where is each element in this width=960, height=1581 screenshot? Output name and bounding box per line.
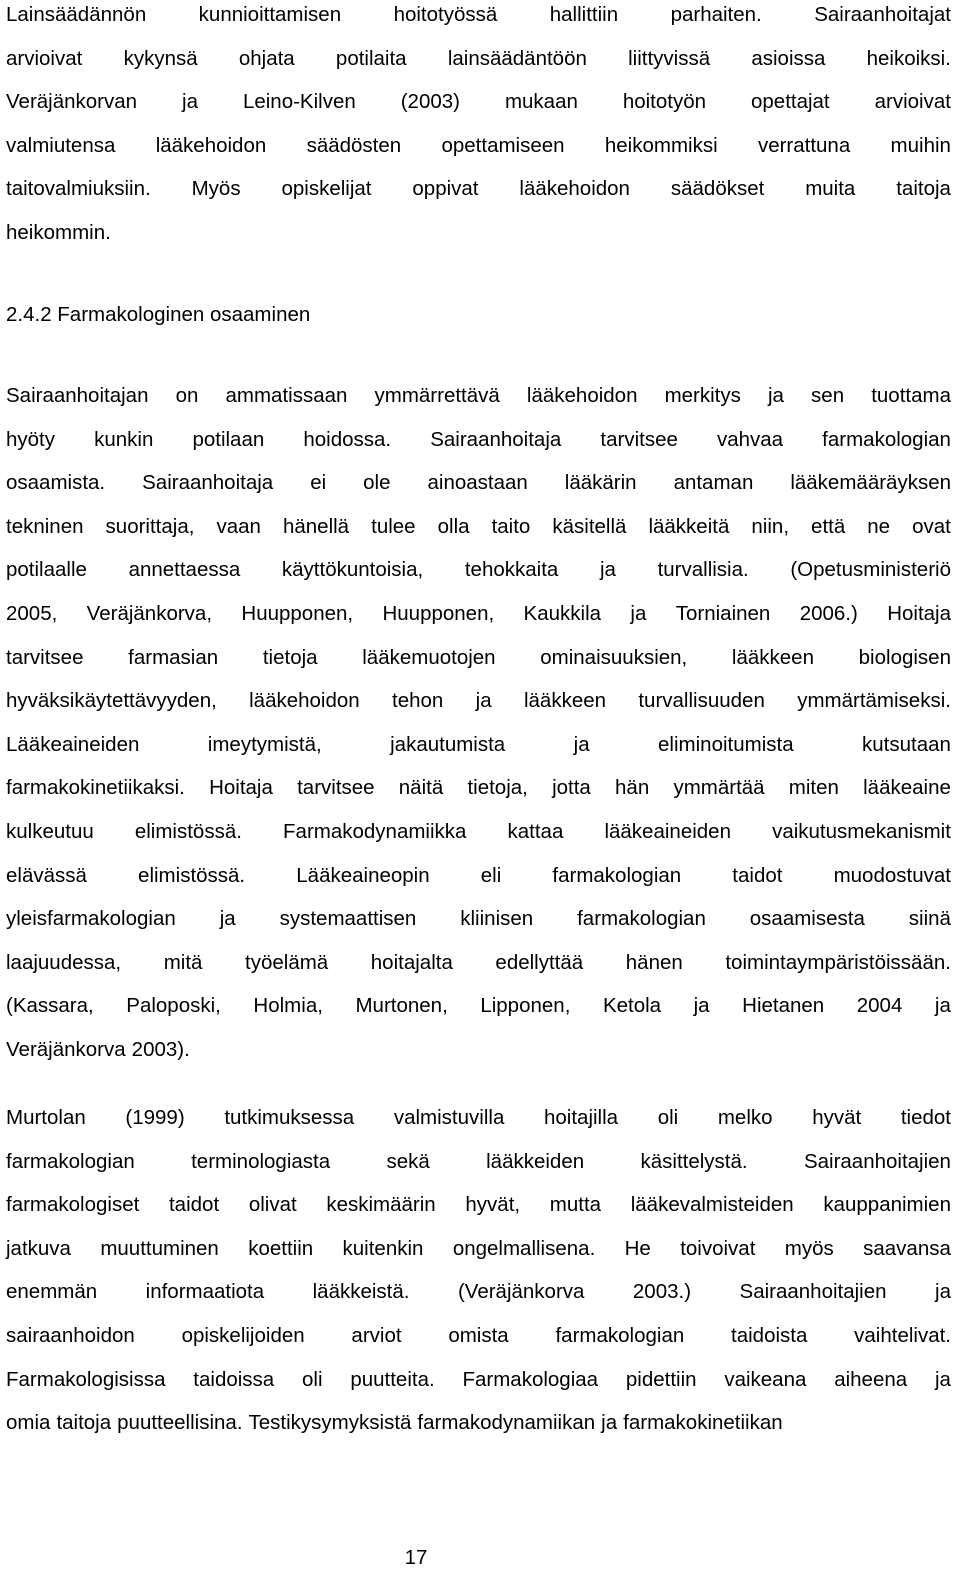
- page-number: 17: [404, 1546, 428, 1569]
- text-line: Lääkeaineiden imeytymistä, jakautumista ja eliminoitumista kutsutaan: [6, 732, 951, 756]
- paragraph-1: [6, 0, 951, 255]
- text-line: farmakologian terminologiasta sekä lääkkeiden käsittelystä. Sairaanhoitajien: [6, 1149, 951, 1173]
- text-line: Lainsäädännön kunnioittamisen hoitotyössä hallittiin parhaiten. Sairaanhoitajat: [6, 3, 951, 26]
- text-line: Murtolan (1999) tutkimuksessa valmistuvilla hoitajilla oli melko hyvät tiedot: [6, 1106, 951, 1129]
- text-line: taitovalmiuksiin. Myös opiskelijat oppivat lääkehoidon säädökset muita taitoja: [6, 177, 951, 201]
- text-line: yleisfarmakologian ja systemaattisen kliinisen farmakologian osaamisesta siinä: [6, 907, 951, 931]
- text-line: elävässä elimistössä. Lääkeaineopin eli farmakologian taidot muodostuvat: [6, 863, 951, 887]
- text-line: Veräjänkorvan ja Leino-Kilven (2003) mukaan hoitotyön opettajat arvioivat: [6, 90, 951, 114]
- paragraph-3: [6, 1096, 951, 1445]
- text-line: Veräjänkorva 2003).: [6, 1037, 190, 1061]
- text-line: farmakologiset taidot olivat keskimäärin hyvät, mutta lääkevalmisteiden kauppanimien: [6, 1193, 951, 1217]
- text-line: jatkuva muuttuminen koettiin kuitenkin ongelmallisena. He toivoivat myös saavansa: [6, 1236, 951, 1260]
- text-line: osaamista. Sairaanhoitaja ei ole ainoastaan lääkärin antaman lääkemääräyksen: [6, 471, 951, 495]
- text-line: farmakokinetiikaksi. Hoitaja tarvitsee näitä tietoja, jotta hän ymmärtää miten lääkeaine: [6, 776, 951, 800]
- text-line: enemmän informaatiota lääkkeistä. (Veräjänkorva 2003.) Sairaanhoitajien ja: [6, 1280, 951, 1304]
- text-line: heikommin.: [6, 220, 111, 244]
- text-line: potilaalle annettaessa käyttökuntoisia, tehokkaita ja turvallisia. (Opetusministeriö: [6, 558, 951, 582]
- text-line: valmiutensa lääkehoidon säädösten opettamiseen heikommiksi verrattuna muihin: [6, 133, 951, 157]
- text-line: 2005, Veräjänkorva, Huupponen, Huupponen, Kaukkila ja Torniainen 2006.) Hoitaja: [6, 601, 951, 625]
- text-line: laajuudessa, mitä työelämä hoitajalta edellyttää hänen toimintaympäristöissään.: [6, 950, 951, 974]
- text-line: sairaanhoidon opiskelijoiden arviot omista farmakologian taidoista vaihtelivat.: [6, 1323, 951, 1347]
- text-line: (Kassara, Paloposki, Holmia, Murtonen, Lipponen, Ketola ja Hietanen 2004 ja: [6, 994, 951, 1018]
- text-line: tekninen suorittaja, vaan hänellä tulee olla taito käsitellä lääkkeitä niin, että ne ovat: [6, 514, 951, 538]
- text-line: arvioivat kykynsä ohjata potilaita lainsäädäntöön liittyvissä asioissa heikoiksi.: [6, 46, 951, 70]
- text-line: tarvitsee farmasian tietoja lääkemuotojen ominaisuuksien, lääkkeen biologisen: [6, 645, 951, 669]
- text-line: omia taitoja puutteellisina. Testikysymyksistä farmakodynamiikan ja farmakokinetiikan: [6, 1411, 783, 1435]
- text-line: Farmakologisissa taidoissa oli puutteita. Farmakologiaa pidettiin vaikeana aiheena ja: [6, 1367, 951, 1391]
- text-line: hyväksikäytettävyyden, lääkehoidon tehon ja lääkkeen turvallisuuden ymmärtämiseksi.: [6, 689, 951, 713]
- section-heading: 2.4.2 Farmakologinen osaaminen: [6, 303, 311, 326]
- text-line: hyöty kunkin potilaan hoidossa. Sairaanhoitaja tarvitsee vahvaa farmakologian: [6, 427, 951, 451]
- text-line: kulkeutuu elimistössä. Farmakodynamiikka kattaa lääkeaineiden vaikutusmekanismit: [6, 819, 951, 843]
- text-line: Sairaanhoitajan on ammatissaan ymmärrettävä lääkehoidon merkitys ja sen tuottama: [6, 384, 951, 407]
- paragraph-2: [6, 374, 951, 1072]
